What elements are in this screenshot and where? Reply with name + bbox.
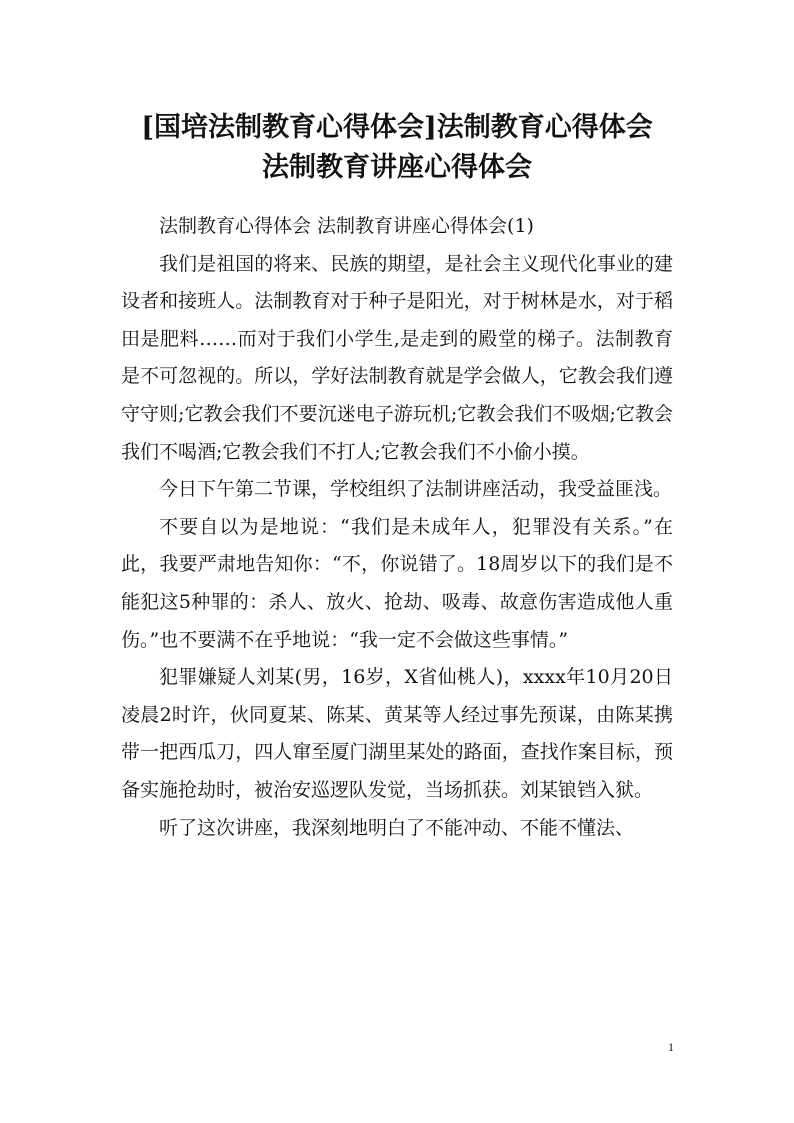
subheading: 法制教育心得体会 法制教育讲座心得体会(1) [159, 215, 534, 237]
page-number: 1 [668, 1040, 674, 1054]
paragraph-3: 不要自以为是地说：“我们是未成年人，犯罪没有关系。”在此，我要严肃地告知你：“不，你说错了。18周岁以下的我们是不能犯这5种罪的：杀人、放火、抢劫、吸毒、故意伤害造成他人重伤。”也不要满不在乎地说：“我一定不会做这些事情。” [121, 515, 673, 651]
title-line-1: [国培法制教育心得体会]法制教育心得体会 [141, 112, 653, 143]
document-body [121, 208, 673, 847]
paragraph-2: 今日下午第二节课，学校组织了法制讲座活动，我受益匪浅。 [159, 478, 673, 501]
paragraph-4: 犯罪嫌疑人刘某(男，16岁，X省仙桃人)，xxxx年10月20日凌晨2时许，伙同夏某、陈某、黄某等人经过事先预谋，由陈某携带一把西瓜刀，四人窜至厦门湖里某处的路面，查找作案目标，预备实施抢劫时，被治安巡逻队发觉，当场抓获。刘某锒铛入狱。 [121, 666, 673, 801]
paragraph-1: 我们是祖国的将来、民族的期望，是社会主义现代化事业的建设者和接班人。法制教育对于种子是阳光，对于树林是水，对于稻田是肥料……而对于我们小学生,是走到的殿堂的梯子。法制教育是不可忽视的。所以，学好法制教育就是学会做人，它教会我们遵守守则;它教会我们不要沉迷电子游玩机;它教会我们不吸烟;它教会我们不喝酒;它教会我们不打人;它教会我们不小偷小摸。 [121, 252, 673, 463]
title-line-2: 法制教育讲座心得体会 [262, 152, 532, 183]
paragraph-5: 听了这次讲座，我深刻地明白了不能冲动、不能不懂法、 [159, 816, 635, 839]
document-title [100, 108, 694, 188]
